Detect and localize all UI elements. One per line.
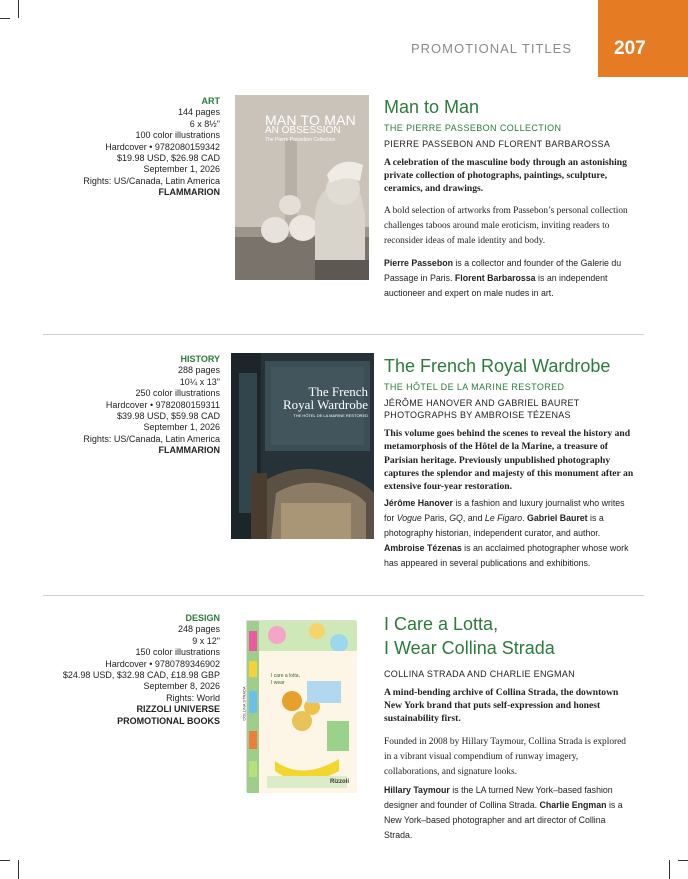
book-title-line: I Wear Collina Strada [384, 638, 555, 658]
crop-mark [0, 860, 10, 861]
divider [43, 334, 644, 335]
book-cover [241, 620, 356, 792]
book-category: ART [201, 96, 220, 106]
book-meta [83, 96, 220, 199]
crop-mark [0, 18, 10, 19]
book-cover [235, 95, 369, 280]
author-text: is a photography historian, independent curator, and author. [384, 513, 604, 539]
author-name: Gabriel Bauret [526, 513, 588, 524]
crop-mark [669, 860, 670, 879]
meta-line: $24.98 USD, $32.98 CAD, £18.98 GBP [62, 670, 220, 681]
meta-line: 150 color illustrations [135, 647, 220, 658]
cover-title [283, 385, 368, 411]
author-name: Ambroise Tézenas [384, 543, 462, 554]
cover-credit: The Pierre Passebon Collection [265, 137, 336, 143]
book-subtitle: THE PIERRE PASSEBON COLLECTION [384, 123, 562, 133]
book-photographer: PHOTOGRAPHS BY AMBROISE TÉZENAS [384, 410, 571, 420]
cover-title-line: The French [308, 384, 368, 399]
meta-line: 100 color illustrations [135, 130, 220, 141]
meta-line: September 8, 2026 [143, 681, 220, 692]
cover-title: MAN TO MAN [265, 112, 356, 128]
book-info [384, 355, 634, 571]
cover-subtitle: THE HÔTEL DE LA MARINE RESTORED [293, 413, 368, 418]
cover-text: I care a lotta, [271, 673, 300, 679]
author-name: Hillary Taymour [384, 785, 450, 795]
section-title: PROMOTIONAL TITLES [410, 41, 572, 56]
author-text: is a New York–based photographer and art director of Collina Strada. [384, 800, 623, 840]
author-text: is an independent auctioneer and expert on male nudes in art. [384, 273, 608, 298]
meta-line: 10¼ x 13" [179, 376, 220, 387]
meta-line: Rights: US/Canada, Latin America [83, 175, 220, 186]
book-description: Founded in 2008 by Hillary Taymour, Collina Strada is explored in a vibrant visual compendium of runway imagery, collaborations, and signature looks. [384, 737, 626, 777]
meta-line: Hardcover • 9782080159311 [105, 399, 220, 410]
meta-line: Rights: US/Canada, Latin America [83, 433, 220, 444]
book-category: DESIGN [185, 613, 220, 623]
book-category: HISTORY [180, 354, 220, 364]
author-text: , and [462, 513, 485, 524]
author-name: Florent Barbarossa [454, 273, 536, 283]
cover-title-line: Royal Wardrobe [283, 397, 368, 412]
meta-line: $39.98 USD, $59.98 CAD [116, 411, 220, 422]
author-name: Pierre Passebon [384, 258, 453, 268]
meta-line: Hardcover • 9782080159342 [105, 141, 220, 152]
book-publisher: RIZZOLI UNIVERSE [136, 704, 220, 715]
crop-mark [18, 0, 19, 18]
book-meta [83, 354, 220, 457]
book-cover [231, 353, 374, 539]
meta-line: September 1, 2026 [143, 422, 220, 433]
cover-publisher-logo: Rizzoli [330, 779, 349, 785]
book-info [384, 612, 634, 843]
divider [43, 595, 644, 596]
page-number: 207 [614, 38, 646, 59]
cover-art [231, 353, 374, 539]
book-publisher: PROMOTIONAL BOOKS [117, 715, 220, 726]
meta-line: 250 color illustrations [135, 388, 220, 399]
author-text: Paris, [421, 513, 450, 524]
book-title-line: I Care a Lotta, [384, 614, 499, 634]
meta-line: 9 x 12" [192, 635, 220, 646]
book-description: A bold selection of artworks from Passebon’s personal collection challenges taboos around male eroticism, inviting readers to reconsider ideas of male identity and body. [384, 206, 628, 246]
meta-line: 144 pages [177, 107, 220, 118]
magazine-name: Le Figaro [484, 513, 523, 524]
book-publisher: FLAMMARION [158, 187, 220, 198]
book-publisher: FLAMMARION [158, 445, 220, 456]
author-name: Jérôme Hanover [384, 498, 453, 509]
book-meta [63, 613, 220, 727]
book-authors: COLLINA STRADA AND CHARLIE ENGMAN [384, 669, 575, 679]
cover-subtitle: AN OBSESSION [265, 125, 341, 136]
author-text: is a collector and founder of the Galerie du Passage in Paris. [384, 258, 622, 283]
author-name: Charlie Engman [539, 800, 607, 810]
book-title [384, 612, 634, 660]
book-lead: A celebration of the masculine body through an astonishing private collection of photographs, paintings, sculpture, ceramics, and drawings. [384, 157, 627, 194]
magazine-name: Vogue [396, 513, 422, 524]
book-info [384, 96, 634, 301]
book-bio [384, 783, 634, 843]
book-bio [384, 256, 634, 301]
book-title: The French Royal Wardrobe [384, 356, 611, 376]
author-text: is the LA turned New York–based fashion designer and founder of Collina Strada. [384, 785, 613, 810]
crop-mark [678, 860, 688, 861]
meta-line: Rights: World [166, 692, 220, 703]
cover-text: I wear [271, 680, 285, 686]
author-text: is an acclaimed photographer whose work has appeared in several publications and exhibitions. [384, 543, 629, 569]
book-title: Man to Man [384, 97, 480, 117]
meta-line: $19.98 USD, $26.98 CAD [116, 153, 220, 164]
meta-line: September 1, 2026 [143, 164, 220, 175]
book-lead: This volume goes behind the scenes to reveal the history and metamorphosis of the Hôtel de la Marine, a treasure of Parisian heritage. Previously unpublished photography captures the splendor and majesty of this monument after an extensive four-year restoration. [384, 428, 634, 493]
cover-spine: COLLINA STRADA [241, 686, 247, 721]
meta-line: 248 pages [177, 624, 220, 635]
cover-art [247, 621, 357, 793]
author-text: . [522, 513, 527, 524]
book-authors: JÉRÔME HANOVER AND GABRIEL BAURET [384, 398, 580, 408]
book-lead: A mind-bending archive of Collina Strada, the downtown New York brand that puts self-expression and honest sustainability first. [384, 687, 619, 724]
meta-line: 288 pages [177, 365, 220, 376]
book-subtitle: THE HÔTEL DE LA MARINE RESTORED [384, 382, 565, 392]
author-text: is a fashion and luxury journalist who writes for [384, 498, 625, 524]
page-number-tab [598, 0, 688, 77]
meta-line: Hardcover • 9780789346902 [105, 658, 220, 669]
meta-line: 6 x 8½" [189, 118, 220, 129]
book-authors: PIERRE PASSEBON AND FLORENT BARBAROSSA [384, 139, 611, 149]
magazine-name: GQ [449, 513, 463, 524]
crop-mark [18, 860, 19, 879]
book-bio [384, 496, 634, 571]
